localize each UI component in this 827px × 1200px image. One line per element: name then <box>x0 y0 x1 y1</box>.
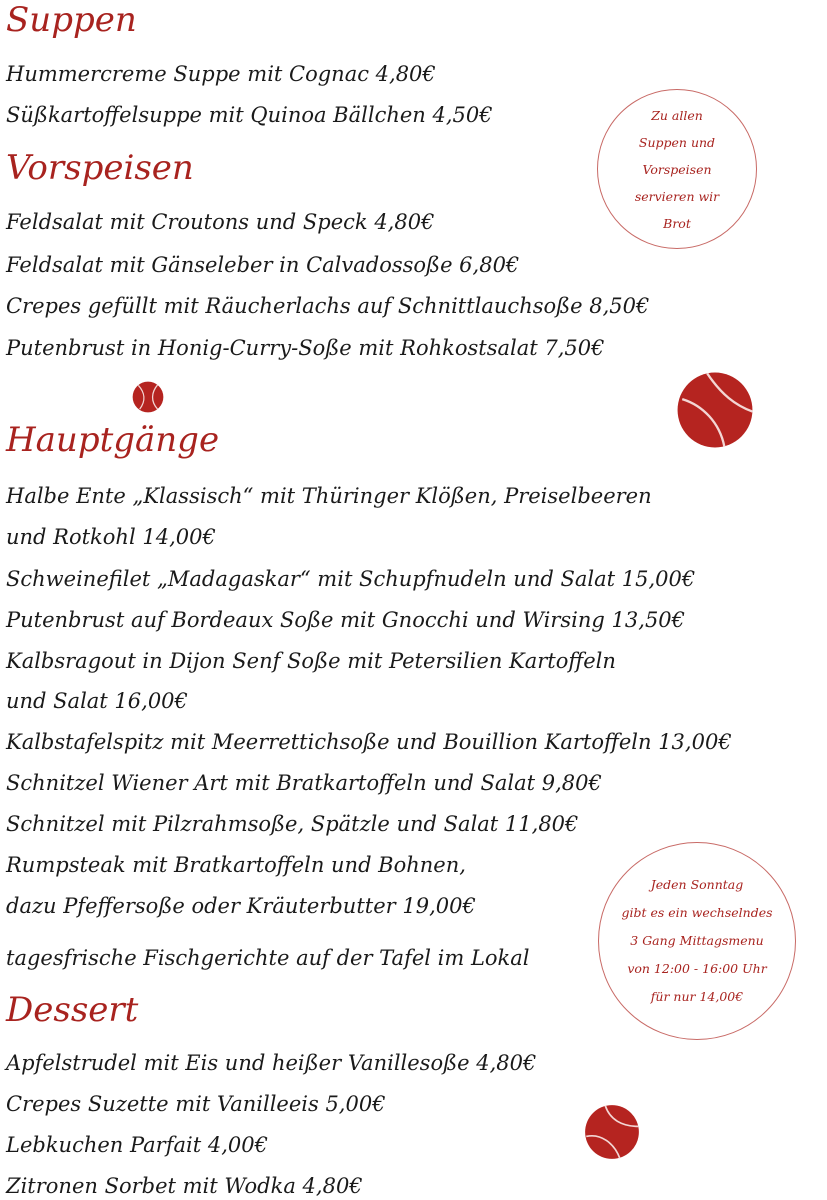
sunday-note-line: Jeden Sonntag <box>650 877 744 892</box>
menu-item: Feldsalat mit Gänseleber in Calvadossoße 6,80€ <box>6 253 520 277</box>
menu-item: und Salat 16,00€ <box>6 689 188 713</box>
bread-note-line: Suppen und <box>638 134 716 150</box>
tennis-ball-icon <box>584 1104 640 1160</box>
menu-item: Apfelstrudel mit Eis und heißer Vanillesoße 4,80€ <box>6 1051 537 1075</box>
menu-item: Schnitzel Wiener Art mit Bratkartoffeln und Salat 9,80€ <box>6 771 602 795</box>
sunday-note-line: für nur 14,00€ <box>650 989 744 1004</box>
tennis-ball-icon <box>676 371 754 449</box>
sunday-menu-note <box>598 842 796 1040</box>
menu-item: tagesfrische Fischgerichte auf der Tafel im Lokal <box>6 946 530 970</box>
menu-item: Crepes gefüllt mit Räucherlachs auf Schnittlauchsoße 8,50€ <box>6 294 650 318</box>
bread-note-line: servieren wir <box>634 188 720 204</box>
menu-item: Süßkartoffelsuppe mit Quinoa Bällchen 4,50€ <box>6 103 493 127</box>
menu-item: Feldsalat mit Croutons und Speck 4,80€ <box>6 210 435 234</box>
bread-note-line: Zu allen <box>651 107 703 123</box>
sunday-note-line: 3 Gang Mittagsmenu <box>630 933 764 948</box>
sunday-note-line: von 12:00 - 16:00 Uhr <box>627 961 767 976</box>
tennis-ball-icon <box>132 381 164 413</box>
bread-note <box>597 89 757 249</box>
menu-item: Kalbstafelspitz mit Meerrettichsoße und Bouillion Kartoffeln 13,00€ <box>6 730 732 754</box>
menu-item: dazu Pfeffersoße oder Kräuterbutter 19,00€ <box>6 894 476 918</box>
menu-item: Lebkuchen Parfait 4,00€ <box>6 1133 268 1157</box>
section-title-suppen: Suppen <box>6 0 137 40</box>
menu-item: Schweinefilet „Madagaskar“ mit Schupfnudeln und Salat 15,00€ <box>6 567 696 591</box>
menu-item: und Rotkohl 14,00€ <box>6 525 216 549</box>
menu-item: Halbe Ente „Klassisch“ mit Thüringer Klößen, Preiselbeeren <box>6 484 652 508</box>
menu-item: Schnitzel mit Pilzrahmsoße, Spätzle und Salat 11,80€ <box>6 812 579 836</box>
menu-item: Zitronen Sorbet mit Wodka 4,80€ <box>6 1174 363 1198</box>
menu-item: Rumpsteak mit Bratkartoffeln und Bohnen, <box>6 853 466 877</box>
menu-item: Kalbsragout in Dijon Senf Soße mit Petersilien Kartoffeln <box>6 649 616 673</box>
section-title-hauptgaenge: Hauptgänge <box>6 420 220 460</box>
menu-item: Hummercreme Suppe mit Cognac 4,80€ <box>6 62 436 86</box>
sunday-note-line: gibt es ein wechselndes <box>621 905 773 920</box>
menu-item: Putenbrust auf Bordeaux Soße mit Gnocchi und Wirsing 13,50€ <box>6 608 686 632</box>
section-title-vorspeisen: Vorspeisen <box>6 148 194 188</box>
menu-item: Crepes Suzette mit Vanilleeis 5,00€ <box>6 1092 386 1116</box>
bread-note-line: Brot <box>663 215 691 231</box>
menu-item: Putenbrust in Honig-Curry-Soße mit Rohkostsalat 7,50€ <box>6 336 605 360</box>
section-title-dessert: Dessert <box>6 990 139 1030</box>
bread-note-line: Vorspeisen <box>642 161 712 177</box>
